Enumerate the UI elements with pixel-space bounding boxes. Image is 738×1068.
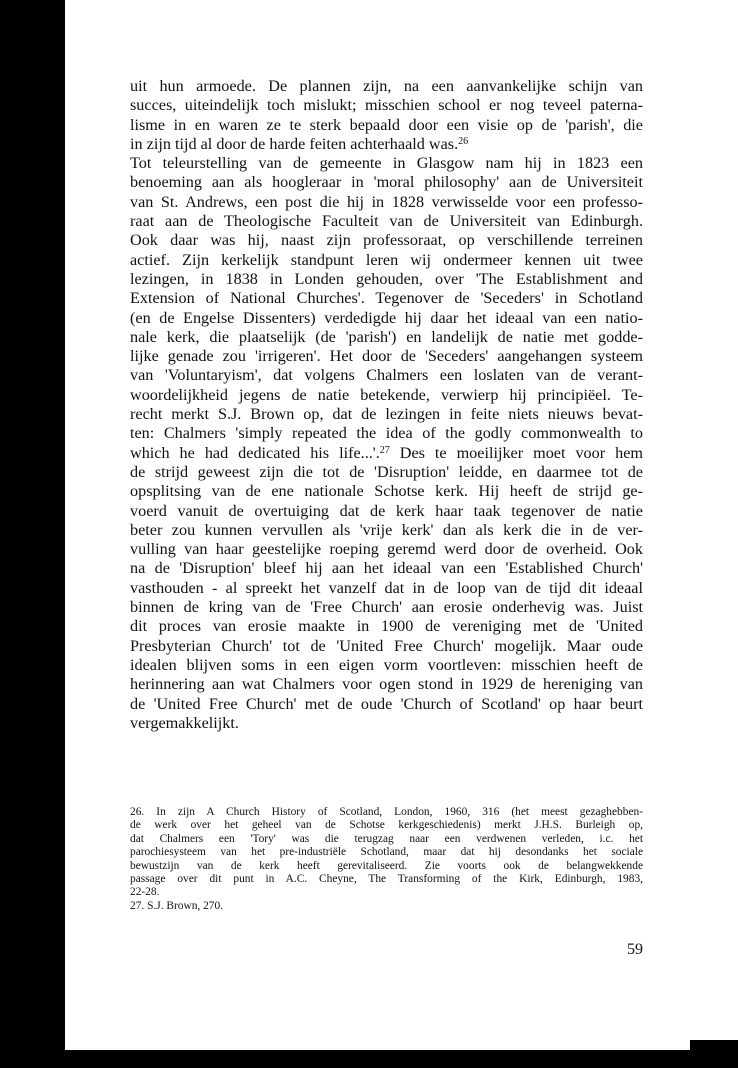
text-line: na de 'Disruption' bleef hij aan het ideaal van een 'Established Church' [130,559,643,578]
text-line: dit proces van erosie maakte in 1900 de vereniging met de 'United [130,617,643,636]
text-line [130,444,643,463]
footnote-line: dat Chalmers een 'Tory' was die terugzag naar een verdwenen verleden, i.c. het [130,832,643,845]
text-line: van 'Voluntaryism', dat volgens Chalmers een loslaten van de verant- [130,366,643,385]
text-line: opsplitsing van de ene nationale Schotse kerk. Hij heeft de strijd ge- [130,482,643,501]
text-line: (en de Engelse Dissenters) verdedigde hij daar het ideaal van een natio- [130,308,643,327]
text-line: idealen blijven soms in een eigen vorm voortleven: misschien heeft de [130,655,643,674]
text-line: benoeming aan als hoogleraar in 'moral philosophy' aan de Universiteit [130,173,643,192]
text-line: woordelijkheid jegens de natie betekende, verwierp hij principiëel. Te- [130,385,643,404]
footnote-line: de werk over het geheel van de Schotse kerkgeschiedenis) merkt J.H.S. Burleigh op, [130,819,643,832]
text-line: vergemakkelijkt. [130,713,239,732]
footnote-line: parochiesysteem van het pre-industriële Schotland, maar dat hij desondanks het sociale [130,846,643,859]
footnotes [130,806,643,913]
text-line: uit hun armoede. De plannen zijn, na een aanvankelijke schijn van [130,77,643,95]
text-line: de 'United Free Church' met de oude 'Church of Scotland' op haar beurt [130,694,643,713]
footnote-ref-26[interactable]: 26 [458,135,469,147]
text-line: succes, uiteindelijk toch mislukt; misschien school er nog teveel paterna- [130,96,643,115]
text-line: raat aan de Theologische Faculteit van de Universiteit van Edinburgh. [130,212,643,231]
text-line: de strijd geweest zijn die tot de 'Disruption' leidde, en daarmee tot de [130,462,643,481]
scan-border-corner [690,1040,738,1068]
text-line [130,135,643,154]
scan-border-bottom [0,1050,738,1068]
text-line: vulling van haar geestelijke roeping geremd werd door de overheid. Ook [130,540,643,559]
page-number: 59 [627,941,643,958]
text-line-tail: Des te moeilijker moet voor hem [399,443,644,462]
footnote-ref-27[interactable]: 27 [379,444,390,456]
text-line: voerd vanuit de overtuiging dat de kerk haar taak tegenover de natie [130,501,643,520]
footnote-line: 22-28. [130,886,160,899]
text-line: Ook daar was hij, naast zijn professoraat, op verschillende terreinen [130,231,643,250]
text-line: ten: Chalmers 'simply repeated the idea of the godly commonwealth to [130,424,643,443]
text-line: Extension of National Churches'. Tegenover de 'Seceders' in Schotland [130,289,643,308]
text-line: lisme in en waren ze te sterk bepaald door een visie op de 'parish', die [130,115,643,134]
footnote-line: passage over dit punt in A.C. Cheyne, The Transforming of the Kirk, Edinburgh, 1983, [130,873,643,886]
text-line-content: in zijn tijd al door de harde feiten achterhaald was. [130,134,459,153]
footnote-line: bewustzijn van de kerk heeft gerevitaliseerd. Zie voorts ook de belangwekkende [130,859,643,872]
body-text [130,77,643,733]
text-line: binnen de kring van de 'Free Church' aan erosie onderhevig was. Juist [130,598,643,617]
text-line: Presbyterian Church' tot de 'United Free Church' mogelijk. Maar oude [130,636,643,655]
text-line: nale kerk, die plaatselijk (de 'parish') en landelijk de natie met godde- [130,327,643,346]
text-line: vasthouden - al spreekt het vanzelf dat in de loop van de tijd dit ideaal [130,578,643,597]
text-line-content: which he had dedicated his life...'. [130,443,380,462]
text-line: beter zou kunnen vervullen als 'vrije kerk' dan als kerk die in de ver- [130,520,643,539]
text-line: van St. Andrews, een post die hij in 1828 verwisselde voor een professo- [130,192,643,211]
footnote-line: 26. In zijn A Church History of Scotland, London, 1960, 316 (het meest gezaghebben- [130,806,643,818]
footnote-27: 27. S.J. Brown, 270. [130,899,224,912]
scan-border-left [0,0,65,1068]
text-line: recht merkt S.J. Brown op, dat de lezingen in feite niets nieuws bevat- [130,405,643,424]
text-line: lezingen, in 1838 in Londen gehouden, over 'The Establishment and [130,269,643,288]
footnote-26 [130,806,643,900]
text-line: Tot teleurstelling van de gemeente in Glasgow nam hij in 1823 een [130,154,643,173]
text-line: lijke genade zou 'irrigeren'. Het door de 'Seceders' aangehangen systeem [130,347,643,366]
text-line: herinnering aan wat Chalmers voor ogen stond in 1929 de hereniging van [130,675,643,694]
text-line: actief. Zijn kerkelijk standpunt leren wij ondermeer kennen uit twee [130,250,643,269]
